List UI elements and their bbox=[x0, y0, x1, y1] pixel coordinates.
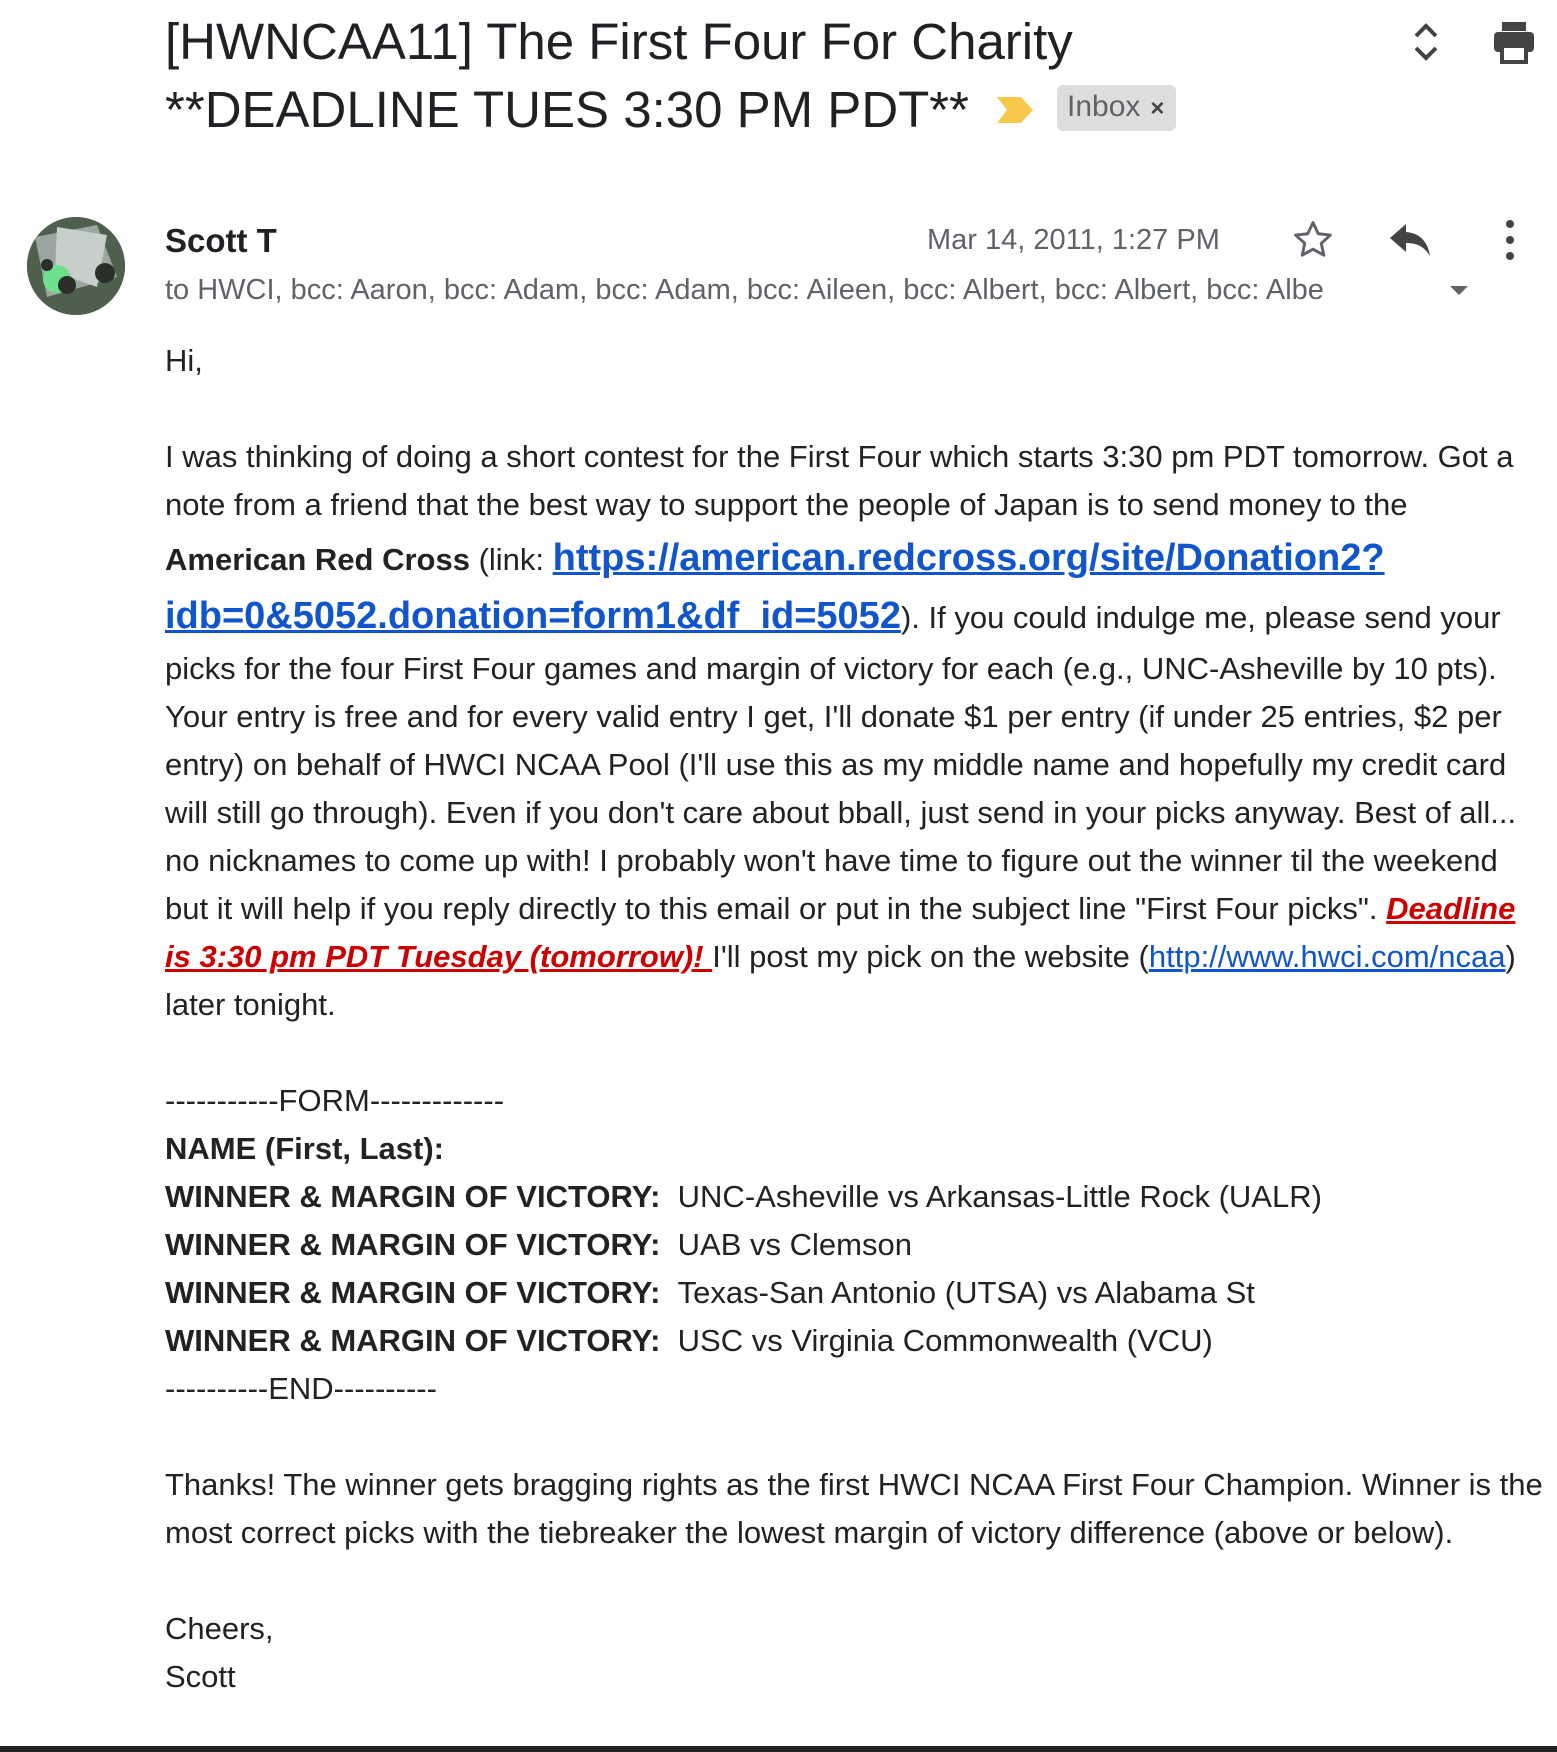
signoff: Cheers, bbox=[165, 1611, 274, 1646]
star-icon[interactable] bbox=[1291, 218, 1335, 262]
form-row bbox=[165, 1317, 1545, 1365]
subject-line-1: [HWNCAA11] The First Four For Charity bbox=[165, 13, 1073, 70]
caret-down-icon[interactable] bbox=[1448, 284, 1470, 303]
form-name-field: NAME (First, Last): bbox=[165, 1131, 444, 1166]
body-text: ) later tonight. bbox=[165, 939, 1516, 1022]
form-row-label: WINNER & MARGIN OF VICTORY: bbox=[165, 1275, 661, 1310]
organization-name: American Red Cross bbox=[165, 542, 470, 577]
message-date: Mar 14, 2011, 1:27 PM bbox=[927, 224, 1220, 256]
body-text: ). If you could indulge me, please send your picks for the four First Four games and margin of victory for each (e.g., UNC-Asheville by 10 pts). Your entry is free and for every valid entry I get, I'll donate $1 per entry (if under 25 entries, $2 per entry) on behalf of HWCI NCAA Pool (I'll use this as my middle name and hopefully my credit card will still go through). Even if you don't care about bball, just send in your picks anyway. Best of all... no nicknames to come up with! I probably won't have time to figure out the winner til the weekend but it will help if you reply directly to this email or put in the subject line "First Four picks". bbox=[165, 600, 1517, 926]
sender-avatar[interactable] bbox=[27, 217, 125, 315]
inbox-label-chip bbox=[1057, 85, 1176, 131]
form-row-game: USC vs Virginia Commonwealth (VCU) bbox=[677, 1323, 1213, 1358]
body-text: (link: bbox=[469, 542, 553, 577]
important-marker-icon[interactable] bbox=[995, 74, 1035, 142]
message-body bbox=[165, 337, 1545, 1701]
form-row-label: WINNER & MARGIN OF VICTORY: bbox=[165, 1323, 661, 1358]
print-icon[interactable] bbox=[1492, 20, 1536, 64]
sender-name[interactable]: Scott T bbox=[165, 222, 277, 259]
greeting: Hi, bbox=[165, 343, 203, 378]
recipients-line: to HWCI, bcc: Aaron, bcc: Adam, bcc: Adam, bcc: Aileen, bcc: Albert, bcc: Albert, bcc: Albe bbox=[165, 274, 1324, 306]
reply-icon[interactable] bbox=[1388, 220, 1434, 260]
form-row-label: WINNER & MARGIN OF VICTORY: bbox=[165, 1227, 661, 1262]
deadline-notice: Deadline is 3:30 pm PDT Tuesday (tomorrow)! bbox=[165, 891, 1516, 974]
form-end-divider: ----------END---------- bbox=[165, 1371, 437, 1406]
remove-label-button[interactable]: × bbox=[1150, 94, 1165, 122]
more-vertical-icon[interactable] bbox=[1503, 218, 1517, 262]
form-row-game: UNC-Asheville vs Arkansas-Little Rock (UALR) bbox=[677, 1179, 1322, 1214]
form-row-game: UAB vs Clemson bbox=[677, 1227, 912, 1262]
body-paragraph-main bbox=[165, 433, 1545, 1029]
form-row bbox=[165, 1221, 1545, 1269]
email-subject bbox=[165, 8, 1395, 148]
website-link[interactable]: http://www.hwci.com/ncaa bbox=[1148, 939, 1506, 974]
thanks-paragraph: Thanks! The winner gets bragging rights as the first HWCI NCAA First Four Champion. Winner is the most correct picks with the tiebreaker the lowest margin of victory difference (above or below). bbox=[165, 1467, 1543, 1550]
form-row bbox=[165, 1269, 1545, 1317]
donation-link[interactable]: https://american.redcross.org/site/Donation2?idb=0&5052.donation=form1&df_id=5052 bbox=[165, 537, 1385, 637]
form-row bbox=[165, 1173, 1545, 1221]
bottom-edge-bar bbox=[0, 1746, 1557, 1752]
body-text: I'll post my pick on the website ( bbox=[712, 939, 1149, 974]
form-row-game: Texas-San Antonio (UTSA) vs Alabama St bbox=[677, 1275, 1255, 1310]
expand-collapse-icon[interactable] bbox=[1408, 18, 1444, 66]
body-text: I was thinking of doing a short contest for the First Four which starts 3:30 pm PDT tomorrow. Got a note from a friend that the best way to support the people of Japan is to send money to the bbox=[165, 439, 1514, 522]
inbox-label-text: Inbox bbox=[1067, 89, 1141, 123]
form-row-label: WINNER & MARGIN OF VICTORY: bbox=[165, 1179, 661, 1214]
signature: Scott bbox=[165, 1659, 236, 1694]
subject-line-2: **DEADLINE TUES 3:30 PM PDT** bbox=[165, 81, 969, 138]
form-start-divider: -----------FORM------------- bbox=[165, 1083, 505, 1118]
